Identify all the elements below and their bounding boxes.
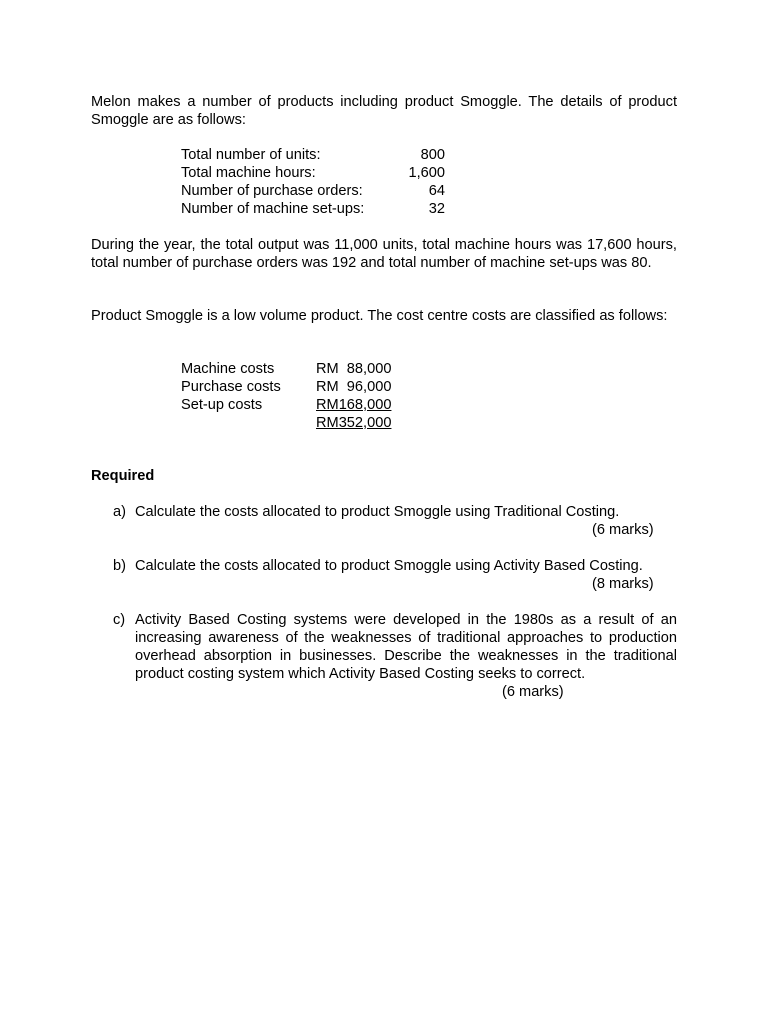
cost-amount: RM 96,000 bbox=[316, 379, 392, 395]
cost-label: Machine costs bbox=[181, 361, 275, 377]
details-label: Number of purchase orders: bbox=[181, 183, 363, 199]
intro-paragraph: Melon makes a number of products including product Smoggle. The details of product Smoggle are as follows: bbox=[91, 94, 677, 128]
cost-amount: RM 88,000 bbox=[316, 361, 392, 377]
details-row bbox=[181, 146, 445, 164]
question-text: Activity Based Costing systems were developed in the 1980s as a result of an increasing awareness of the weaknesses of traditional approaches to production overhead absorption in businesses. Describe the weaknesses in the traditional product costing system which Activity Based Costing seeks to correct. bbox=[135, 612, 677, 682]
question-text: Calculate the costs allocated to product Smoggle using Activity Based Costing. bbox=[135, 558, 643, 574]
details-row bbox=[181, 164, 445, 182]
details-row bbox=[181, 182, 445, 200]
question-text: Calculate the costs allocated to product Smoggle using Traditional Costing. bbox=[135, 504, 620, 520]
details-value: 1,600 bbox=[408, 165, 445, 181]
question-letter: a) bbox=[113, 504, 126, 520]
question-marks: (6 marks) bbox=[592, 522, 654, 538]
details-label: Total machine hours: bbox=[181, 165, 316, 181]
required-heading: Required bbox=[91, 468, 155, 484]
cost-total: RM352,000 bbox=[316, 415, 392, 431]
cost-row bbox=[181, 360, 396, 378]
classification-paragraph: Product Smoggle is a low volume product. The cost centre costs are classified as follows: bbox=[91, 308, 668, 324]
details-label: Total number of units: bbox=[181, 147, 321, 163]
details-value: 64 bbox=[428, 183, 445, 199]
details-row bbox=[181, 200, 445, 218]
cost-total-row bbox=[181, 414, 396, 432]
details-value: 32 bbox=[428, 201, 445, 217]
cost-centre-table bbox=[181, 360, 396, 432]
cost-label: Set-up costs bbox=[181, 397, 263, 413]
cost-amount: RM168,000 bbox=[316, 397, 392, 413]
cost-row bbox=[181, 396, 396, 414]
product-details-table bbox=[181, 146, 445, 218]
question-marks: (8 marks) bbox=[592, 576, 654, 592]
question-marks: (6 marks) bbox=[502, 684, 564, 700]
cost-row bbox=[181, 378, 396, 396]
question-letter: c) bbox=[113, 612, 126, 628]
details-label: Number of machine set-ups: bbox=[181, 201, 365, 217]
details-value: 800 bbox=[420, 147, 445, 163]
year-totals-paragraph: During the year, the total output was 11,000 units, total machine hours was 17,600 hours, total number of purchase orders was 192 and total number of machine set-ups was 80. bbox=[91, 237, 677, 271]
question-letter: b) bbox=[113, 558, 126, 574]
cost-label: Purchase costs bbox=[181, 379, 281, 395]
